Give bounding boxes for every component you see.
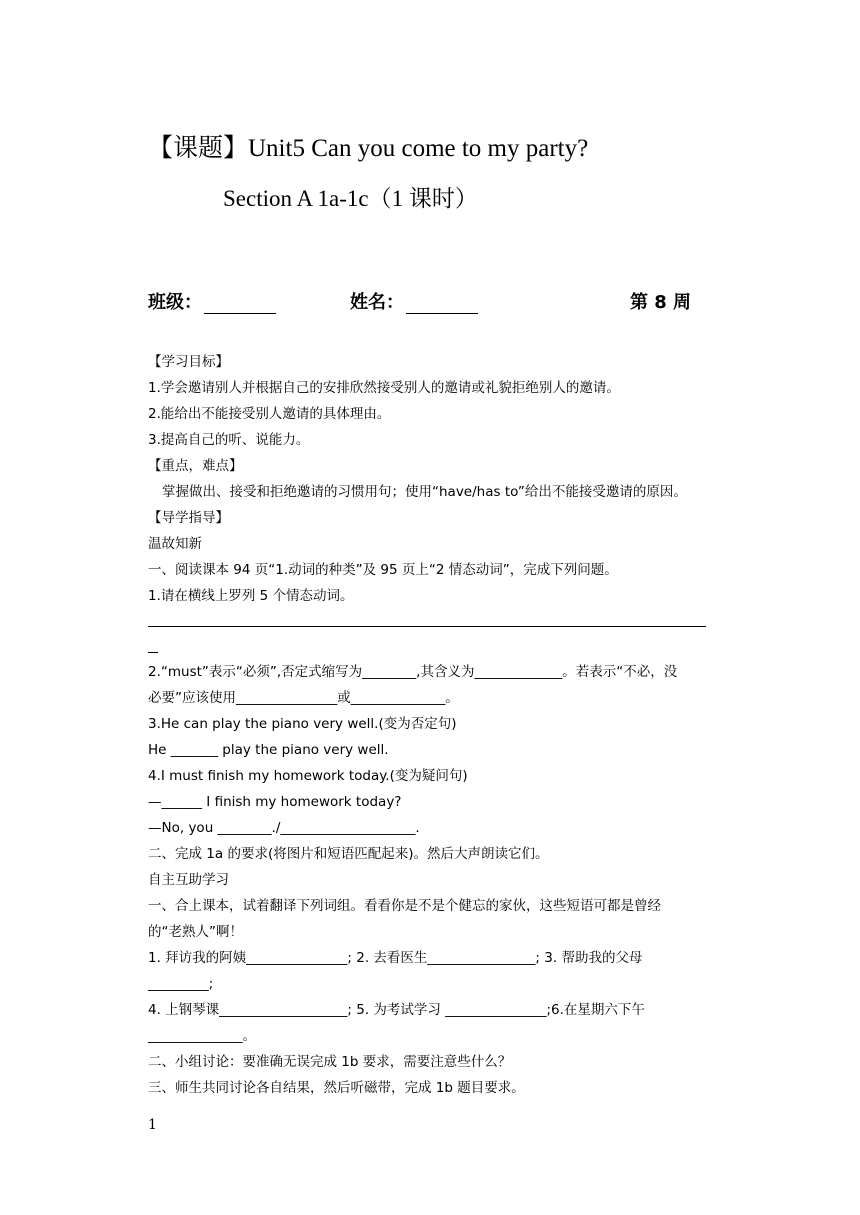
keypoints-text: 掌握做出、接受和拒绝邀请的习惯用句；使用“have/has to”给出不能接受邀请的原因。 [162,484,687,500]
phrases-line-3: 4. 上钢琴课___________________; 5. 为考试学习 _______________;6.在星期六下午 [148,1002,645,1018]
answer-line-continuation [148,652,158,653]
self-study-task1-line2: 的“老熟人”啊！ [148,924,243,940]
page-number: 1 [148,1117,157,1133]
question-4-answer-2: —No, you ________./____________________. [148,820,420,836]
lesson-subtitle: Section A 1a-1c（1 课时） [223,186,478,211]
phrases-line-4: ______________。 [148,1028,256,1044]
question-1: 1.请在横线上罗列 5 个情态动词。 [148,588,354,604]
phrases-line-1: 1. 拜访我的阿姨_______________; 2. 去看医生________________; 3. 帮助我的父母 [148,950,643,966]
phrases-line-2: _________; [148,976,214,992]
question-4: 4.I must finish my homework today.(变为疑问句) [148,768,468,784]
task-1a: 二、完成 1a 的要求(将图片和短语匹配起来)。然后大声朗读它们。 [148,846,549,862]
self-study-task2: 二、小组讨论：要准确无误完成 1b 要求，需要注意些什么？ [148,1054,512,1070]
self-study-task3: 三、师生共同讨论各自结果，然后听磁带，完成 1b 题目要求。 [148,1080,525,1096]
lesson-title: 【课题】Unit5 Can you come to my party? [148,135,589,162]
objective-item: 3.提高自己的听、说能力。 [148,432,310,448]
self-study-task1-line1: 一、合上课本，试着翻译下列词组。看看你是不是个健忘的家伙，这些短语可都是曾经 [148,898,661,914]
self-study-heading: 自主互助学习 [148,872,229,888]
class-label: 班级： [148,292,202,313]
week-label: 第 8 周 [630,292,692,313]
name-label: 姓名： [350,292,404,313]
name-field [350,288,478,314]
class-blank [204,295,276,314]
objective-item: 2.能给出不能接受别人邀请的具体理由。 [148,406,391,422]
keypoints-heading: 【重点，难点】 [148,458,243,474]
question-2-line2: 必要”应该使用_______________或______________。 [148,690,459,706]
question-2-line1: 2.“must”表示“必须”,否定式缩写为________,其含义为_____________。若表示“不必，没 [148,664,678,680]
task-reading: 一、阅读课本 94 页“1.动词的种类”及 95 页上“2 情态动词”，完成下列问题。 [148,562,618,578]
question-4-answer-1: —______ I finish my homework today? [148,794,402,810]
name-blank [406,295,478,314]
class-field [148,288,276,314]
question-3-answer: He _______ play the piano very well. [148,742,389,758]
guide-heading: 【导学指导】 [148,510,229,526]
question-3: 3.He can play the piano very well.(变为否定句) [148,716,457,732]
objectives-heading: 【学习目标】 [148,354,229,370]
review-heading: 温故知新 [148,536,202,552]
objective-item: 1.学会邀请别人并根据自己的安排欣然接受别人的邀请或礼貌拒绝别人的邀请。 [148,380,620,396]
answer-line [148,626,706,627]
